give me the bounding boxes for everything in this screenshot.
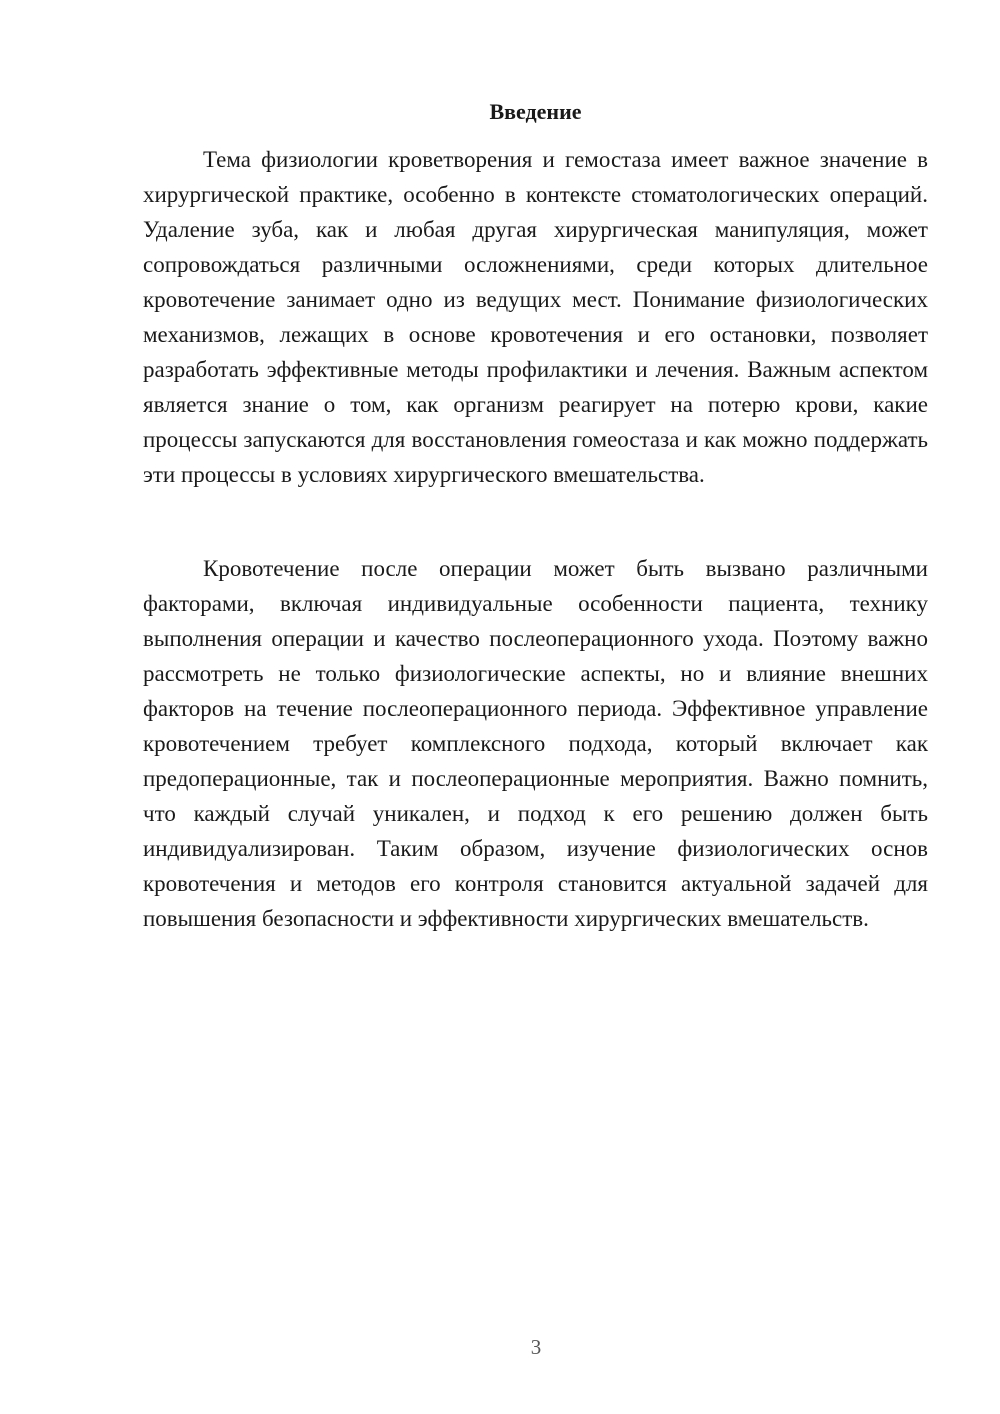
paragraph-intro-1: Тема физиологии кроветворения и гемостаза имеет важное значение в хирургической практике, особенно в контексте стоматологических операций. Удаление зуба, как и любая другая хирургическая манипуляция, может сопровождаться различными осложнениями, среди которых длительное кровотечение занимает одно из ведущих мест. Понимание физиологических механизмов, лежащих в основе кровотечения и его остановки, позволяет разработать эффективные методы профилактики и лечения. Важным аспектом является знание о том, как организм реагирует на потерю крови, какие процессы запускаются для восстановления гомеостаза и как можно поддержать эти процессы в условиях хирургического вмешательства.	[143, 147, 928, 487]
paragraph-intro-2: Кровотечение после операции может быть вызвано различными факторами, включая индивидуальные особенности пациента, технику выполнения операции и качество послеоперационного ухода. Поэтому важно рассмотреть не только физиологические аспекты, но и влияние внешних факторов на течение послеоперационного периода. Эффективное управление кровотечением требует комплексного подхода, который включает как предоперационные, так и послеоперационные мероприятия. Важно помнить, что каждый случай уникален, и подход к его решению должен быть индивидуализирован. Таким образом, изучение физиологических основ кровотечения и методов его контроля становится актуальной задачей для повышения безопасности и эффективности хирургических вмешательств.	[143, 556, 928, 931]
page-number: 3	[530, 1335, 542, 1359]
section-heading: Введение	[489, 99, 582, 124]
